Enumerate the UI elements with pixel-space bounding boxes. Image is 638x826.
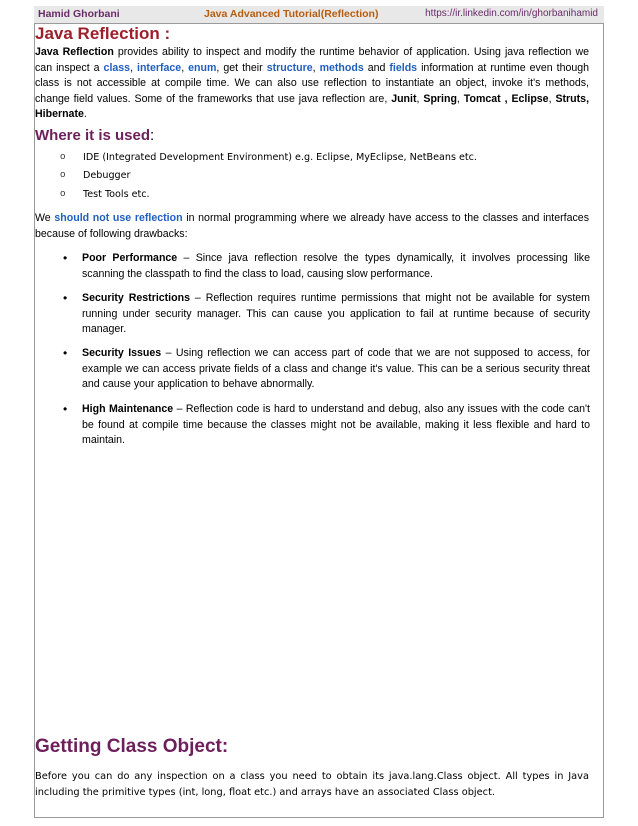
sep-5: , [456, 92, 464, 105]
header-author: Hamid Ghorbani [38, 8, 120, 20]
drawback-description: – Since java reflection resolve the types dynamically, it involves processing like scanning the classpath to find the class to load, causing slow performance. [82, 252, 590, 280]
sep-4: , [416, 92, 424, 105]
drawback-description: – Reflection code is hard to understand and debug, also any issues with the code can't be found at compile time because the classes might not be available, making it less flexible and hard to maintain. [82, 403, 590, 447]
framework-eclipse: Eclipse [511, 92, 549, 105]
list-marker: o [60, 152, 66, 162]
keyword-interface: interface [137, 61, 182, 74]
intro-text-3: and [363, 61, 390, 74]
keyword-class: class [103, 61, 131, 74]
keyword-structure: structure [266, 61, 313, 74]
getting-class-paragraph: Before you can do any inspection on a class you need to obtain its java.lang.Class object. All types in Java including the primitive types (int, long, float etc.) and arrays have an associated Class object. [35, 771, 589, 798]
keyword-methods: methods [319, 61, 364, 74]
drawback-description: – Reflection requires runtime permissions that might not be available for system running under security manager. This can cause you application to fail at runtime because of security manager. [82, 292, 591, 336]
list-item-text: IDE (Integrated Development Environment) e.g. Eclipse, MyEclipse, NetBeans etc. [83, 152, 477, 163]
keyword-should-not-use: should not use reflection [54, 212, 183, 224]
header-link[interactable]: https://ir.linkedin.com/in/ghorbanihamid [425, 8, 598, 19]
section-heading-where-used [35, 127, 154, 144]
sep-2: , [181, 61, 189, 74]
drawback-title: Poor Performance [82, 252, 178, 264]
list-marker: o [60, 189, 66, 199]
intro-text-4: information at runtime even though class is not accessible at compile time. We can also use reflection to instantiate an object, invoke it's methods, change field values. Some of the frameworks that use java reflection are, [35, 61, 590, 105]
header-title: Java Advanced Tutorial(Reflection) [204, 8, 379, 20]
intro-text-1: provides ability to inspect and modify the runtime behavior of application. Using java reflection we can inspect a [35, 46, 589, 74]
sep-6: , [500, 92, 512, 105]
page-header [34, 6, 604, 24]
drawback-title: Security Issues [82, 347, 162, 359]
framework-struts: Struts [555, 92, 587, 105]
intro-paragraph [35, 45, 589, 123]
bullet-dot: • [63, 402, 68, 416]
drawback-title: Security Restrictions [82, 292, 190, 304]
framework-spring: Spring [423, 92, 457, 105]
list-item-text: Test Tools etc. [83, 189, 150, 200]
where-used-colon: : [150, 127, 155, 144]
intro-text-2: , get their [216, 61, 267, 74]
keyword-fields: fields [389, 61, 418, 74]
drawback-text [82, 291, 590, 338]
drawbacks-intro [35, 211, 589, 242]
drawback-text [82, 402, 590, 449]
drawback-text [82, 251, 590, 282]
sep-8: , [586, 92, 590, 105]
where-used-title: Where it is used [35, 127, 151, 144]
drawback-text [82, 346, 590, 393]
drawback-intro-text-1: We [35, 212, 55, 224]
drawback-title: High Maintenance [82, 403, 174, 415]
section-heading-getting-class-object: Getting Class Object: [35, 736, 229, 757]
sep-7: , [548, 92, 556, 105]
bullet-dot: • [63, 291, 68, 305]
drawback-intro-text-2: in normal programming where we already have access to the classes and interfaces because of following drawbacks: [35, 212, 589, 240]
bullet-dot: • [63, 346, 68, 360]
sep-3: , [312, 61, 320, 74]
bullet-dot: • [63, 251, 68, 265]
intro-end: . [83, 108, 87, 121]
keyword-enum: enum [188, 61, 217, 74]
list-item-text: Debugger [83, 170, 131, 181]
sep-1: , [130, 61, 138, 74]
section-heading-java-reflection: Java Reflection : [35, 24, 171, 43]
drawback-description: – Using reflection we can access part of code that we are not supposed to access, for example we can access private fields of a class and change it's value. This can be a serious security threat and cause your application to behave abnormally. [82, 347, 590, 391]
framework-hibernate: Hibernate [35, 108, 84, 121]
intro-term: Java Reflection [35, 46, 114, 58]
framework-junit: Junit [391, 92, 417, 105]
list-marker: o [60, 170, 66, 180]
framework-tomcat: Tomcat [463, 92, 501, 105]
